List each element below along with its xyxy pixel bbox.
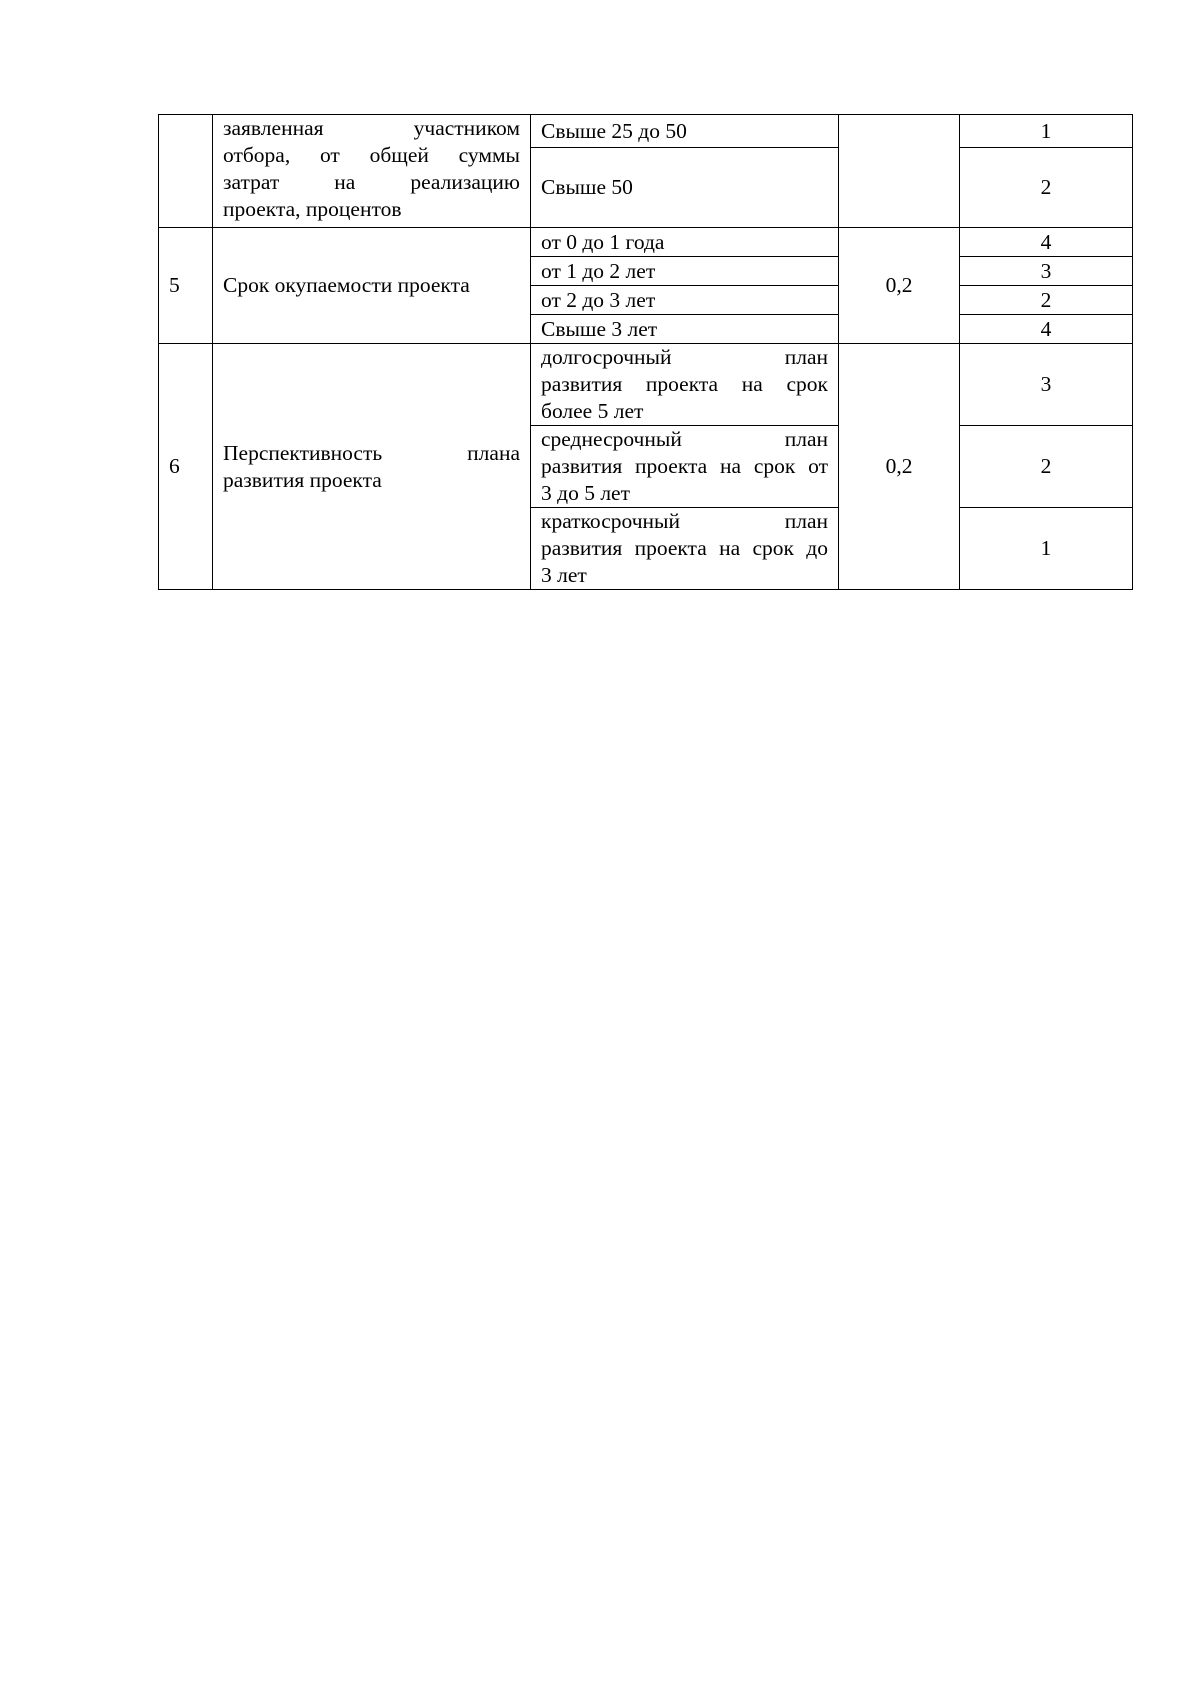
score-cell: 2 bbox=[960, 148, 1133, 228]
option-cell: краткосрочный план развития проекта на срок до 3 лет bbox=[531, 508, 839, 590]
score-cell: 3 bbox=[960, 344, 1133, 426]
criterion-number-cell: 6 bbox=[159, 344, 213, 590]
option-cell: долгосрочный план развития проекта на срок более 5 лет bbox=[531, 344, 839, 426]
table-row bbox=[159, 115, 1133, 148]
option-cell: от 0 до 1 года bbox=[531, 228, 839, 257]
weight-cell: 0,2 bbox=[839, 228, 960, 344]
score-cell: 2 bbox=[960, 426, 1133, 508]
criterion-name-cell: Перспективность плана развития проекта bbox=[213, 344, 531, 590]
score-cell: 1 bbox=[960, 508, 1133, 590]
option-cell: от 1 до 2 лет bbox=[531, 257, 839, 286]
option-cell: Свыше 25 до 50 bbox=[531, 115, 839, 148]
score-cell: 1 bbox=[960, 115, 1133, 148]
option-cell: Свыше 50 bbox=[531, 148, 839, 228]
option-cell: среднесрочный план развития проекта на срок от 3 до 5 лет bbox=[531, 426, 839, 508]
score-cell: 4 bbox=[960, 228, 1133, 257]
score-cell: 2 bbox=[960, 286, 1133, 315]
option-cell: от 2 до 3 лет bbox=[531, 286, 839, 315]
score-cell: 4 bbox=[960, 315, 1133, 344]
table-row bbox=[159, 344, 1133, 426]
weight-cell bbox=[839, 115, 960, 228]
criterion-name-cell: Срок окупаемости проекта bbox=[213, 228, 531, 344]
criterion-number-cell: 5 bbox=[159, 228, 213, 344]
weight-cell: 0,2 bbox=[839, 344, 960, 590]
criterion-number-cell bbox=[159, 115, 213, 228]
score-cell: 3 bbox=[960, 257, 1133, 286]
table-row bbox=[159, 228, 1133, 257]
criteria-table bbox=[158, 114, 1133, 590]
option-cell: Свыше 3 лет bbox=[531, 315, 839, 344]
criterion-name-cell: заявленная участником отбора, от общей суммы затрат на реализацию проекта, процентов bbox=[213, 115, 531, 228]
